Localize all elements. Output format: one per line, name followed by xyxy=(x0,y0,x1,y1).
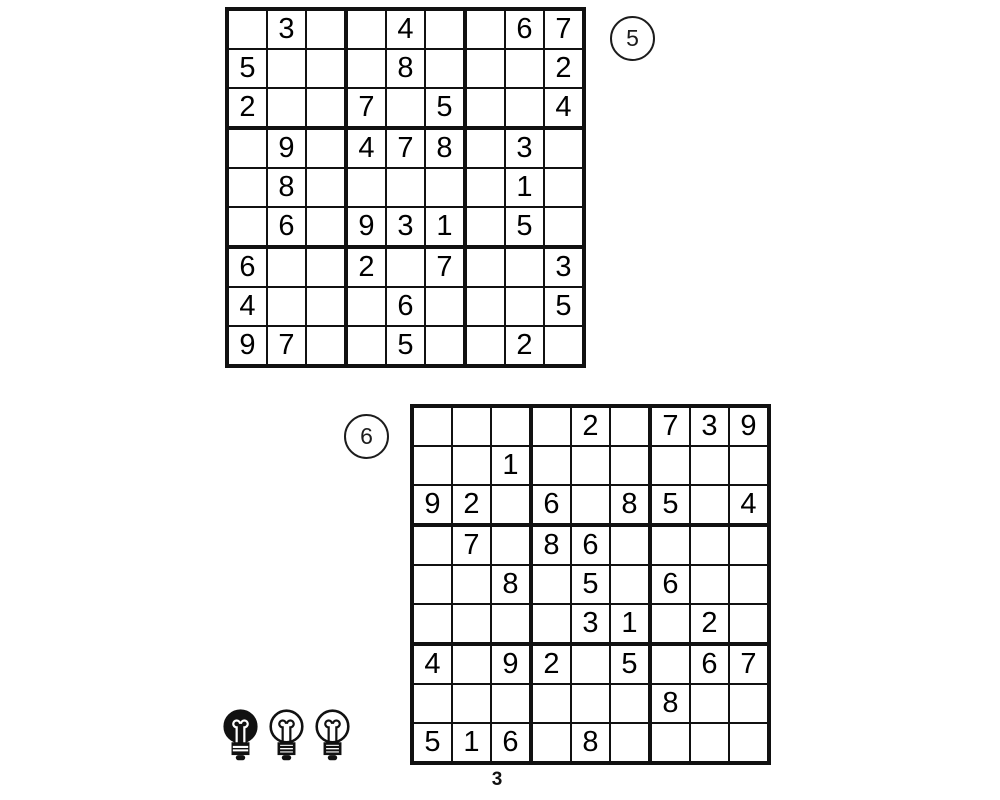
sudoku-cell[interactable] xyxy=(227,9,267,49)
sudoku-cell[interactable] xyxy=(544,207,584,247)
sudoku-cell[interactable] xyxy=(544,128,584,168)
sudoku-cell: 1 xyxy=(425,207,465,247)
sudoku-cell[interactable] xyxy=(346,168,386,207)
sudoku-cell: 4 xyxy=(544,88,584,128)
page-number: 3 xyxy=(491,769,503,790)
sudoku-cell: 1 xyxy=(452,723,491,763)
sudoku-cell[interactable] xyxy=(425,326,465,366)
sudoku-cell[interactable] xyxy=(544,168,584,207)
sudoku-cell: 3 xyxy=(544,247,584,287)
sudoku-cell[interactable] xyxy=(690,723,729,763)
sudoku-cell: 7 xyxy=(425,247,465,287)
sudoku-cell: 1 xyxy=(505,168,544,207)
sudoku-cell[interactable] xyxy=(346,49,386,88)
sudoku-cell: 7 xyxy=(650,406,690,446)
sudoku-cell[interactable] xyxy=(465,326,505,366)
sudoku-cell[interactable] xyxy=(452,406,491,446)
sudoku-cell: 6 xyxy=(531,485,571,525)
sudoku-cell[interactable] xyxy=(227,128,267,168)
sudoku-cell: 1 xyxy=(610,604,650,644)
sudoku-cell[interactable] xyxy=(571,684,610,723)
sudoku-cell[interactable] xyxy=(531,684,571,723)
sudoku-cell: 3 xyxy=(571,604,610,644)
sudoku-cell[interactable] xyxy=(610,565,650,604)
sudoku-cell[interactable] xyxy=(610,446,650,485)
sudoku-cell[interactable] xyxy=(544,326,584,366)
sudoku-cell[interactable] xyxy=(690,684,729,723)
sudoku-cell[interactable] xyxy=(227,168,267,207)
sudoku-cell: 3 xyxy=(505,128,544,168)
sudoku-cell: 9 xyxy=(267,128,306,168)
sudoku-cell: 8 xyxy=(425,128,465,168)
sudoku-cell: 2 xyxy=(227,88,267,128)
sudoku-cell: 5 xyxy=(650,485,690,525)
sudoku-cell: 5 xyxy=(412,723,452,763)
sudoku-cell[interactable] xyxy=(610,406,650,446)
sudoku-cell: 4 xyxy=(346,128,386,168)
sudoku-cell[interactable] xyxy=(306,88,346,128)
sudoku-cell[interactable] xyxy=(452,604,491,644)
sudoku-cell[interactable] xyxy=(386,168,425,207)
sudoku-cell[interactable] xyxy=(610,684,650,723)
sudoku-cell[interactable] xyxy=(571,446,610,485)
sudoku-cell: 2 xyxy=(544,49,584,88)
sudoku-cell[interactable] xyxy=(505,49,544,88)
sudoku-cell: 7 xyxy=(346,88,386,128)
sudoku-cell[interactable] xyxy=(729,604,769,644)
sudoku-cell: 5 xyxy=(227,49,267,88)
sudoku-cell: 8 xyxy=(571,723,610,763)
sudoku-cell[interactable] xyxy=(531,565,571,604)
lightbulb-filled-icon xyxy=(220,707,261,763)
sudoku-cell: 8 xyxy=(386,49,425,88)
sudoku-cell: 6 xyxy=(491,723,531,763)
sudoku-cell: 5 xyxy=(544,287,584,326)
sudoku-cell[interactable] xyxy=(465,88,505,128)
sudoku-cell[interactable] xyxy=(412,604,452,644)
sudoku-cell[interactable] xyxy=(650,723,690,763)
sudoku-cell[interactable] xyxy=(491,684,531,723)
sudoku-cell[interactable] xyxy=(306,287,346,326)
sudoku-cell[interactable] xyxy=(425,49,465,88)
sudoku-cell[interactable] xyxy=(650,446,690,485)
puzzle-number-badge xyxy=(344,414,389,459)
sudoku-cell[interactable] xyxy=(650,644,690,684)
sudoku-cell[interactable] xyxy=(412,525,452,565)
sudoku-cell: 2 xyxy=(346,247,386,287)
sudoku-cell[interactable] xyxy=(306,207,346,247)
sudoku-cell[interactable] xyxy=(729,446,769,485)
sudoku-cell: 2 xyxy=(452,485,491,525)
puzzle-number-badge xyxy=(610,16,655,61)
sudoku-cell: 8 xyxy=(650,684,690,723)
sudoku-cell[interactable] xyxy=(491,406,531,446)
sudoku-cell: 2 xyxy=(531,644,571,684)
sudoku-cell: 4 xyxy=(227,287,267,326)
sudoku-cell[interactable] xyxy=(571,644,610,684)
sudoku-cell[interactable] xyxy=(729,723,769,763)
sudoku-cell[interactable] xyxy=(690,485,729,525)
sudoku-grid-6 xyxy=(410,404,771,765)
sudoku-cell[interactable] xyxy=(690,446,729,485)
sudoku-cell: 8 xyxy=(610,485,650,525)
sudoku-cell[interactable] xyxy=(452,446,491,485)
sudoku-cell: 6 xyxy=(650,565,690,604)
sudoku-cell[interactable] xyxy=(465,247,505,287)
sudoku-cell: 4 xyxy=(412,644,452,684)
sudoku-cell[interactable] xyxy=(491,485,531,525)
sudoku-cell[interactable] xyxy=(452,644,491,684)
sudoku-cell[interactable] xyxy=(452,565,491,604)
sudoku-cell: 5 xyxy=(505,207,544,247)
sudoku-cell: 8 xyxy=(531,525,571,565)
sudoku-cell[interactable] xyxy=(465,128,505,168)
sudoku-cell[interactable] xyxy=(491,525,531,565)
sudoku-cell[interactable] xyxy=(690,525,729,565)
sudoku-cell[interactable] xyxy=(346,287,386,326)
sudoku-cell: 4 xyxy=(386,9,425,49)
sudoku-cell[interactable] xyxy=(531,723,571,763)
sudoku-cell[interactable] xyxy=(412,406,452,446)
sudoku-cell: 9 xyxy=(729,406,769,446)
sudoku-cell: 7 xyxy=(544,9,584,49)
sudoku-cell[interactable] xyxy=(465,9,505,49)
sudoku-cell: 5 xyxy=(571,565,610,604)
puzzle-number-label: 6 xyxy=(360,423,373,449)
sudoku-cell[interactable] xyxy=(386,88,425,128)
sudoku-grid-5 xyxy=(225,7,586,368)
sudoku-cell[interactable] xyxy=(267,88,306,128)
sudoku-cell: 2 xyxy=(571,406,610,446)
sudoku-cell[interactable] xyxy=(729,525,769,565)
lightbulb-outline-icon xyxy=(266,707,307,763)
sudoku-cell: 2 xyxy=(505,326,544,366)
sudoku-cell[interactable] xyxy=(465,168,505,207)
sudoku-cell: 9 xyxy=(491,644,531,684)
lightbulb-outline-icon xyxy=(312,707,353,763)
sudoku-cell: 7 xyxy=(452,525,491,565)
sudoku-cell: 5 xyxy=(610,644,650,684)
sudoku-cell: 6 xyxy=(227,247,267,287)
sudoku-cell[interactable] xyxy=(425,9,465,49)
sudoku-cell[interactable] xyxy=(491,604,531,644)
puzzle-number-label: 5 xyxy=(626,25,639,51)
sudoku-cell: 5 xyxy=(386,326,425,366)
sudoku-cell[interactable] xyxy=(412,684,452,723)
sudoku-cell[interactable] xyxy=(346,9,386,49)
sudoku-cell[interactable] xyxy=(505,247,544,287)
sudoku-cell[interactable] xyxy=(267,247,306,287)
sudoku-cell[interactable] xyxy=(452,684,491,723)
sudoku-cell: 9 xyxy=(412,485,452,525)
sudoku-cell: 8 xyxy=(267,168,306,207)
sudoku-cell: 6 xyxy=(571,525,610,565)
sudoku-cell: 4 xyxy=(729,485,769,525)
sudoku-cell[interactable] xyxy=(531,446,571,485)
sudoku-cell[interactable] xyxy=(306,128,346,168)
sudoku-cell[interactable] xyxy=(729,684,769,723)
sudoku-cell[interactable] xyxy=(650,525,690,565)
sudoku-cell[interactable] xyxy=(306,168,346,207)
sudoku-cell[interactable] xyxy=(571,485,610,525)
sudoku-cell: 2 xyxy=(690,604,729,644)
difficulty-indicator xyxy=(220,707,353,763)
sudoku-cell[interactable] xyxy=(465,207,505,247)
sudoku-cell: 6 xyxy=(386,287,425,326)
sudoku-cell: 1 xyxy=(491,446,531,485)
sudoku-cell[interactable] xyxy=(412,446,452,485)
sudoku-cell: 3 xyxy=(690,406,729,446)
sudoku-cell[interactable] xyxy=(267,49,306,88)
sudoku-cell[interactable] xyxy=(505,287,544,326)
sudoku-cell[interactable] xyxy=(306,9,346,49)
sudoku-cell[interactable] xyxy=(306,326,346,366)
sudoku-cell[interactable] xyxy=(729,565,769,604)
sudoku-cell[interactable] xyxy=(346,326,386,366)
sudoku-cell[interactable] xyxy=(412,565,452,604)
sudoku-cell: 7 xyxy=(729,644,769,684)
sudoku-cell[interactable] xyxy=(267,287,306,326)
sudoku-cell[interactable] xyxy=(386,247,425,287)
sudoku-cell: 7 xyxy=(267,326,306,366)
sudoku-cell[interactable] xyxy=(505,88,544,128)
sudoku-cell[interactable] xyxy=(690,565,729,604)
sudoku-cell[interactable] xyxy=(227,207,267,247)
sudoku-cell[interactable] xyxy=(465,287,505,326)
sudoku-cell[interactable] xyxy=(425,287,465,326)
sudoku-cell[interactable] xyxy=(306,247,346,287)
sudoku-cell: 6 xyxy=(505,9,544,49)
sudoku-cell: 3 xyxy=(267,9,306,49)
sudoku-cell[interactable] xyxy=(610,723,650,763)
sudoku-cell[interactable] xyxy=(650,604,690,644)
sudoku-cell[interactable] xyxy=(306,49,346,88)
sudoku-cell[interactable] xyxy=(610,525,650,565)
sudoku-cell: 8 xyxy=(491,565,531,604)
sudoku-cell[interactable] xyxy=(465,49,505,88)
sudoku-cell: 6 xyxy=(690,644,729,684)
sudoku-cell: 3 xyxy=(386,207,425,247)
sudoku-cell: 9 xyxy=(346,207,386,247)
sudoku-cell: 7 xyxy=(386,128,425,168)
sudoku-cell: 5 xyxy=(425,88,465,128)
sudoku-cell[interactable] xyxy=(425,168,465,207)
sudoku-cell: 9 xyxy=(227,326,267,366)
sudoku-cell[interactable] xyxy=(531,604,571,644)
sudoku-cell: 6 xyxy=(267,207,306,247)
sudoku-cell[interactable] xyxy=(531,406,571,446)
